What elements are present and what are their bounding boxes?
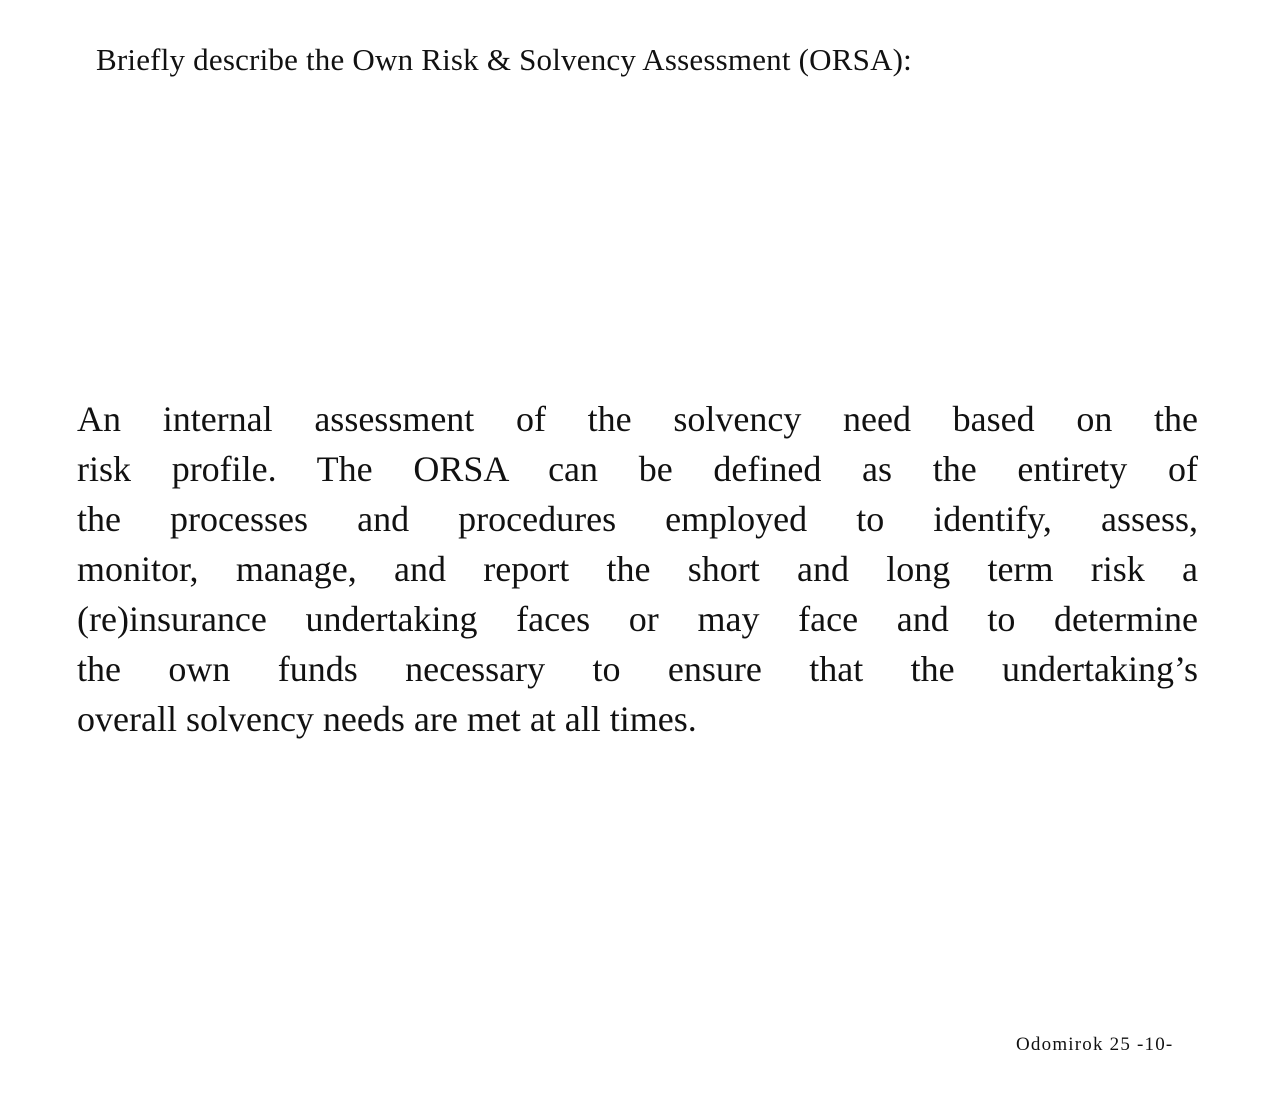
answer-line: An internal assessment of the solvency need based on the (77, 399, 1198, 439)
answer-line: the processes and procedures employed to identify, assess, (77, 499, 1198, 539)
question-text: Briefly describe the Own Risk & Solvency Assessment (ORSA): (96, 42, 912, 77)
answer-line: (re)insurance undertaking faces or may face and to determine (77, 599, 1198, 639)
page-footer: Odomirok 25 -10- (1016, 1034, 1174, 1055)
answer-line: overall solvency needs are met at all times. (77, 699, 697, 739)
answer-paragraph (77, 394, 1198, 744)
answer-line: monitor, manage, and report the short and long term risk a (77, 549, 1198, 589)
answer-line: risk profile. The ORSA can be defined as the entirety of (77, 449, 1198, 489)
answer-line: the own funds necessary to ensure that the undertaking’s (77, 649, 1198, 689)
